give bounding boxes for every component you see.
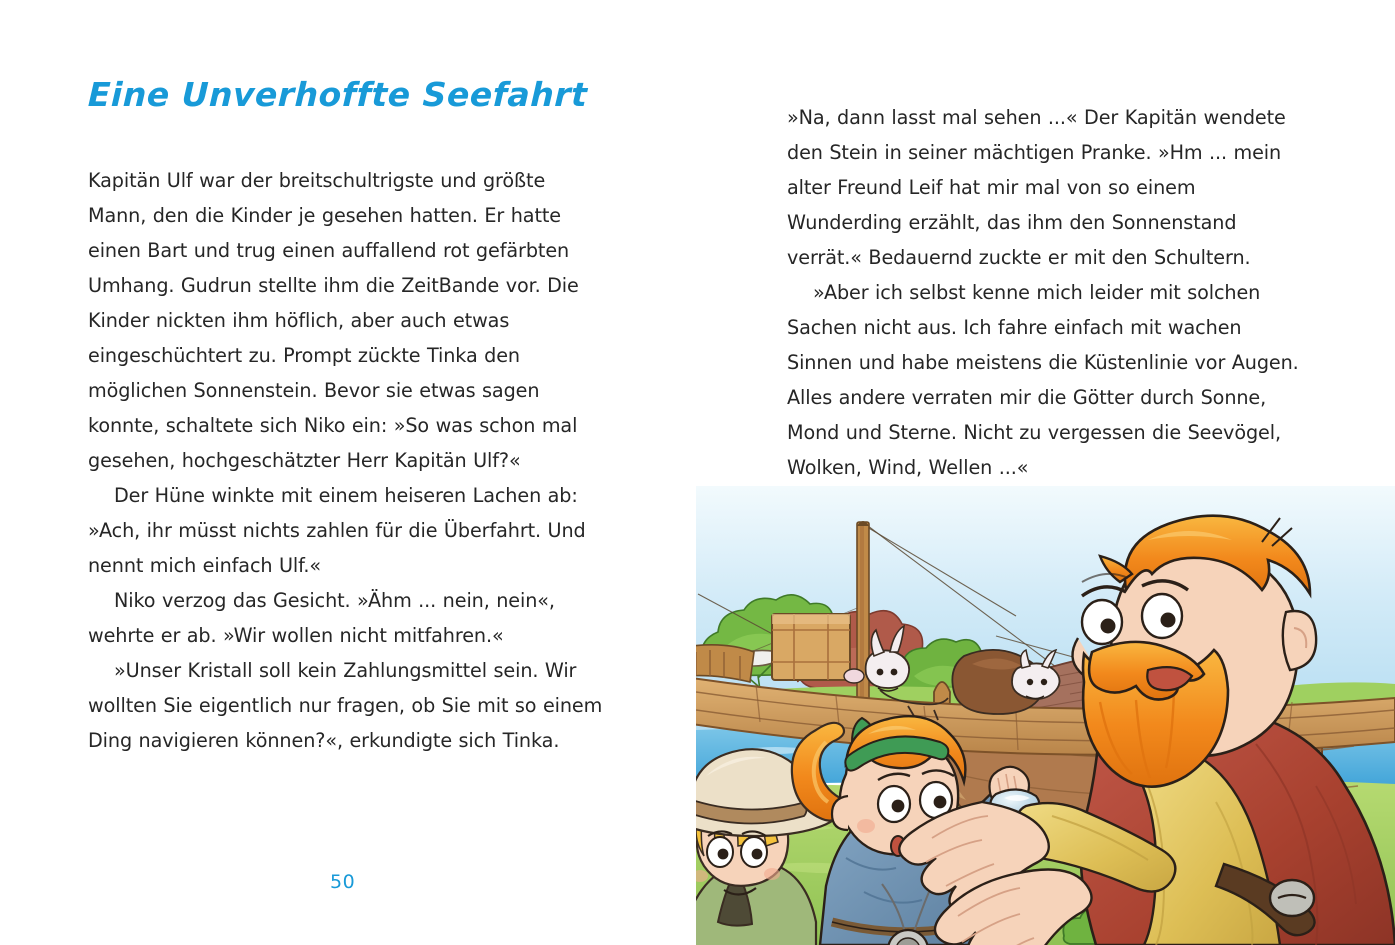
- page-number: 50: [330, 871, 356, 893]
- chapter-illustration: [696, 486, 1395, 945]
- right-text-column: [787, 100, 1299, 485]
- dock-left-structure: [696, 645, 754, 682]
- page-title: Eine Unverhoffte Seefahrt: [87, 75, 589, 114]
- left-text-column: [87, 75, 608, 758]
- paragraph: »Na, dann lasst mal sehen ...« Der Kapitän wendete den Stein in seiner mächtigen Pranke. »Hm ... mein alter Freund Leif hat mir mal von so einem Wunderding erzählt, das ihm den Sonnenstand verrät.« Bedauernd zuckte er mit den Schultern.: [787, 106, 1286, 269]
- right-column-body: [787, 100, 1299, 485]
- paragraph: »Aber ich selbst kenne mich leider mit solchen Sachen nicht aus. Ich fahre einfach mit wachen Sinnen und habe meistens die Küstenlinie vor Augen. Alles andere verraten mir die Götter durch Sonne, Mond und Sterne. Nicht zu vergessen die Seevögel, Wolken, Wind, Wellen ...«: [787, 281, 1299, 479]
- paragraph: Der Hüne winkte mit einem heiseren Lachen ab: »Ach, ihr müsst nichts zahlen für die Überfahrt. Und nennt mich einfach Ulf.«: [88, 484, 586, 577]
- left-column-body: [88, 163, 608, 758]
- paragraph: Niko verzog das Gesicht. »Ähm ... nein, nein«, wehrte er ab. »Wir wollen nicht mitfahren.«: [88, 589, 555, 647]
- paragraph: »Unser Kristall soll kein Zahlungsmittel sein. Wir wollten Sie eigentlich nur fragen, ob Sie mit so einem Ding navigieren können?«, erkundigte sich Tinka.: [88, 659, 603, 752]
- paragraph: Kapitän Ulf war der breitschultrigste und größte Mann, den die Kinder je gesehen hatten. Er hatte einen Bart und trug einen auffallend rot gefärbten Umhang. Gudrun stellte ihm die ZeitBande vor. Die Kinder nickten ihm höflich, aber auch etwas eingeschüchtert zu. Prompt zückte Tinka den möglichen Sonnenstein. Bevor sie etwas sagen konnte, schaltete sich Niko ein: »So was schon mal gesehen, hochgeschätzter Herr Kapitän Ulf?«: [88, 169, 579, 472]
- wooden-crate: [772, 614, 850, 680]
